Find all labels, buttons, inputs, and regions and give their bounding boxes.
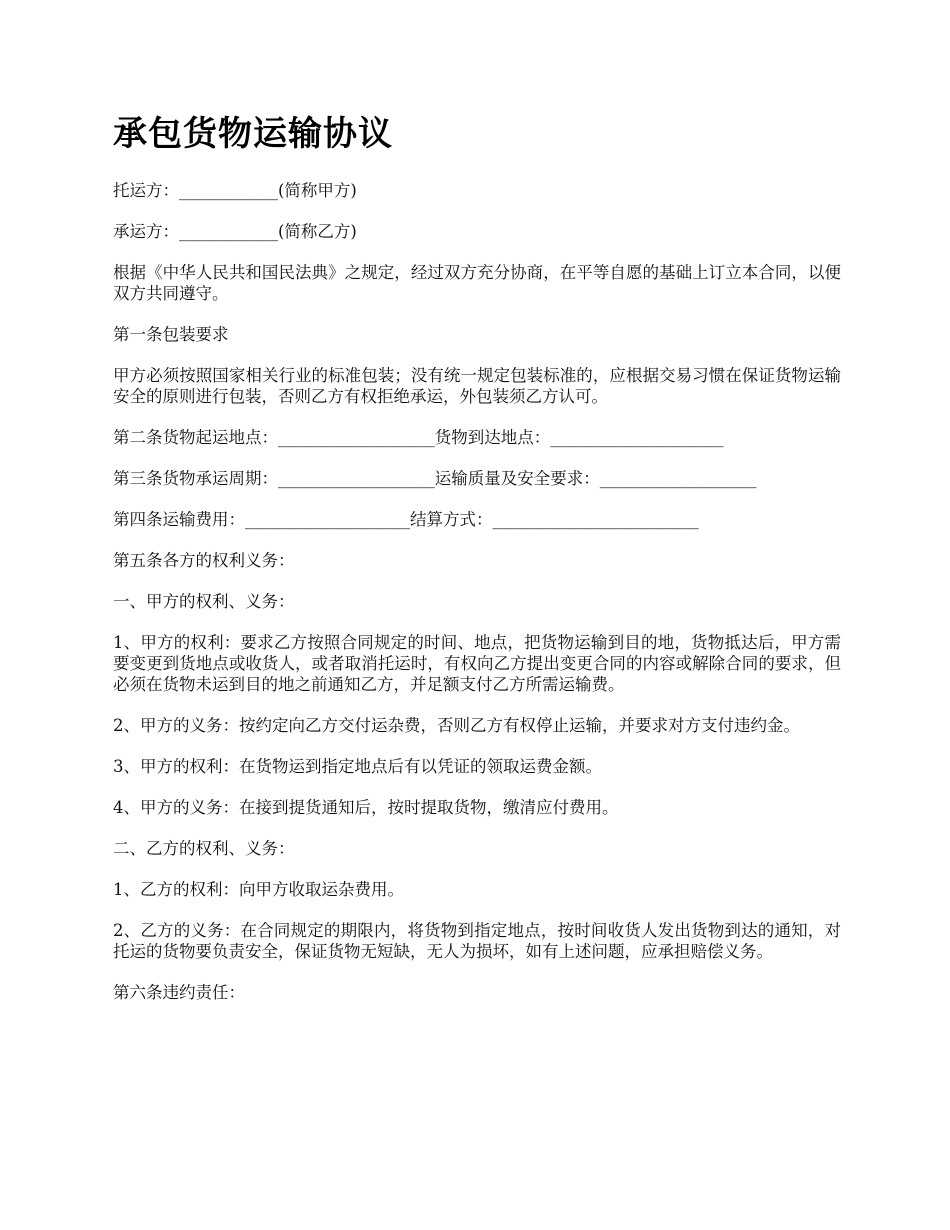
document-title: 承包货物运输协议: [113, 114, 393, 154]
party-a-clause-4: 4、甲方的义务：在接到提货通知后，按时提取货物，缴清应付费用。: [113, 798, 619, 817]
article-3-period-quality: 第三条货物承运周期：___________________运输质量及安全要求：___________________: [113, 469, 757, 488]
party-b-heading: 二、乙方的权利、义务：: [113, 839, 295, 858]
party-a-clause-2: 2、甲方的义务：按约定向乙方交付运杂费，否则乙方有权停止运输，并要求对方支付违约金。: [113, 716, 800, 735]
article-4-fees: 第四条运输费用：____________________结算方式：_________________________: [113, 510, 699, 529]
document-body: [113, 180, 841, 1023]
preamble: 根据《中华人民共和国民法典》之规定，经过双方充分协商，在平等自愿的基础上订立本合同，以便双方共同遵守。: [113, 263, 841, 303]
party-a-clause-3: 3、甲方的权利：在货物运到指定地点后有以凭证的领取运费金额。: [113, 757, 602, 776]
article-6-heading: 第六条违约责任：: [113, 983, 245, 1002]
article-1-heading: 第一条包装要求: [113, 325, 229, 344]
article-1-text: 甲方必须按照国家相关行业的标准包装；没有统一规定包装标准的，应根据交易习惯在保证货物运输安全的原则进行包装，否则乙方有权拒绝承运，外包装须乙方认可。: [113, 366, 841, 406]
article-5-heading: 第五条各方的权利义务：: [113, 551, 295, 570]
shipper-line: 托运方：____________(简称甲方): [113, 181, 357, 200]
party-a-clause-1: 1、甲方的权利：要求乙方按照合同规定的时间、地点，把货物运输到目的地，货物抵达后，甲方需要变更到货地点或收货人，或者取消托运时，有权向乙方提出变更合同的内容或解除合同的要求，但必须在货物未运到目的地之前通知乙方，并足额支付乙方所需运输费。: [113, 633, 841, 694]
party-b-clause-1: 1、乙方的权利：向甲方收取运杂费用。: [113, 880, 404, 899]
article-2-locations: 第二条货物起运地点：___________________货物到达地点：_____________________: [113, 428, 724, 447]
party-a-heading: 一、甲方的权利、义务：: [113, 592, 295, 611]
carrier-line: 承运方：____________(简称乙方): [113, 222, 357, 241]
party-b-clause-2: 2、乙方的义务：在合同规定的期限内，将货物到指定地点，按时间收货人发出货物到达的通知，对托运的货物要负责安全，保证货物无短缺，无人为损坏，如有上述问题，应承担赔偿义务。: [113, 921, 841, 961]
